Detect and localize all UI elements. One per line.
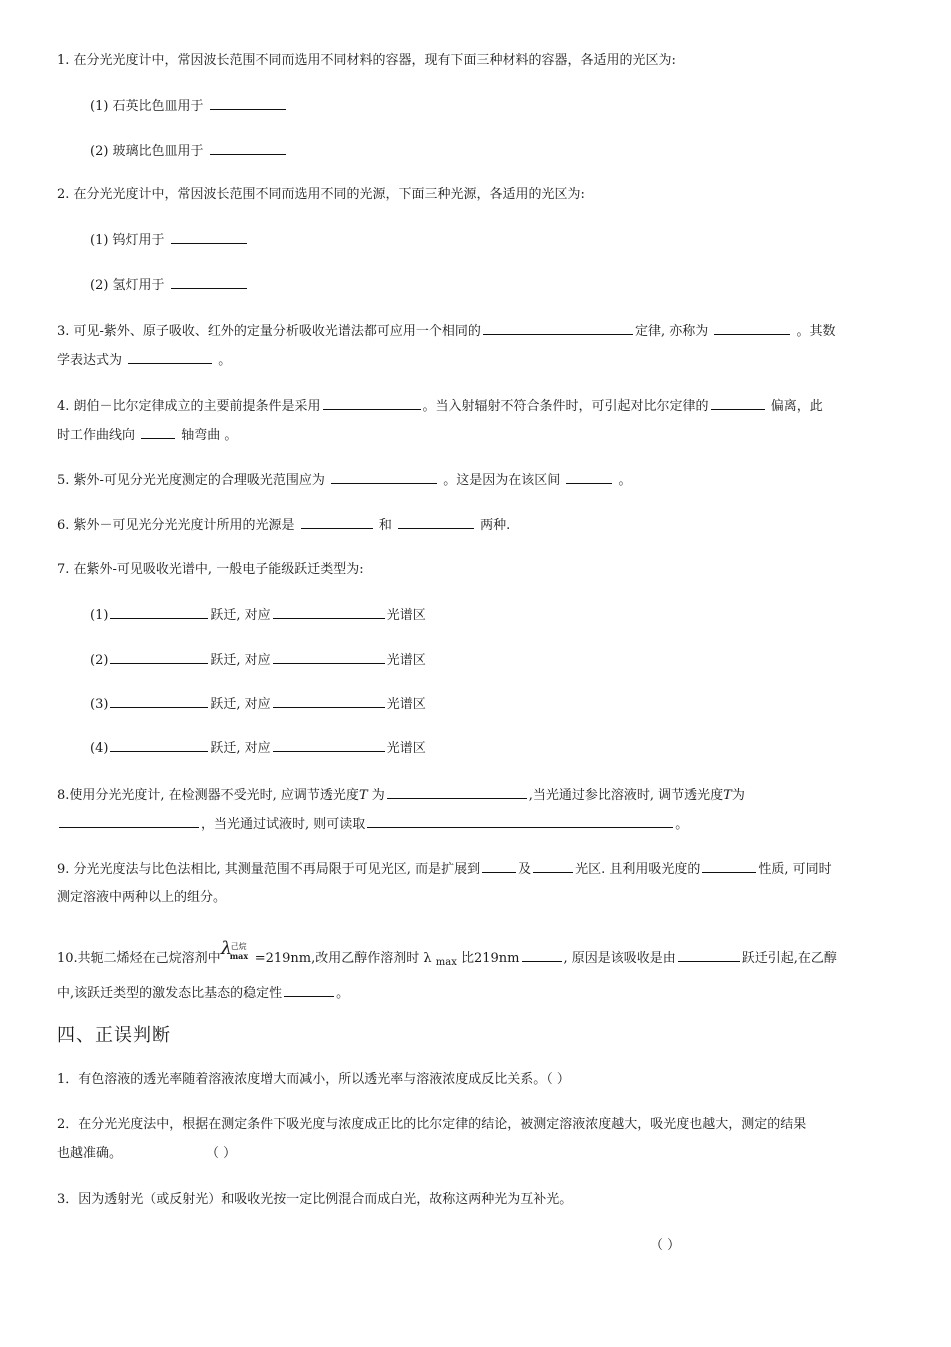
blank [59,815,199,828]
blank [284,984,334,997]
lambda-max-symbol: λ 己烷 max [220,938,249,961]
blank [110,695,208,708]
blank [387,786,527,799]
blank [533,860,573,873]
question-7: 7. 在紫外-可见吸收光谱中, 一般电子能级跃迁类型为: [57,562,364,577]
blank [398,516,474,529]
question-10-cont: 中,该跃迁类型的激发态比基态的稳定性 。 [57,986,350,1001]
blank [678,949,740,962]
blank [273,651,385,664]
question-3: 3. 可见-紫外、原子吸收、红外的定量分析吸收光谱法都可应用一个相同的 定律, 亦称为 。其数 [57,324,836,339]
question-1: 1. 在分光光度计中，常因波长范围不同而选用不同材料的容器，现有下面三种材料的容器，各适用的光区为: [57,53,676,68]
tf-question-2: 2．在分光光度法中，根据在测定条件下吸光度与浓度成正比的比尔定律的结论，被测定溶液浓度越大，吸光度也越大，测定的结果 [57,1117,807,1132]
blank [367,815,673,828]
blank [522,949,562,962]
question-4: 4. 朗伯－比尔定律成立的主要前提条件是采用 。当入射辐射不符合条件时，可引起对比尔定律的 偏离，此 [57,399,823,414]
question-3-cont: 学表达式为 。 [57,353,232,368]
blank [714,322,790,335]
question-8: 8.使用分光光度计, 在检测器不受光时, 应调节透光度T 为 ,当光通过参比溶液时, 调节透光度T为 [57,788,745,803]
blank [711,397,765,410]
question-1-a: (1) 石英比色皿用于 [90,97,288,116]
question-10: 10.共轭二烯烃在己烷溶剂中 λ 己烷 max =219nm,改用乙醇作溶剂时 λ $_{max}$ 比219nm , 原因是该吸收是由 跃迁引起,在乙醇 [57,938,837,968]
question-2: 2. 在分光光度计中，常因波长范围不同而选用不同的光源，下面三种光源，各适用的光区为: [57,187,585,202]
blank [301,516,373,529]
tf-question-3-parens: （ ） [650,1238,681,1253]
question-7-item: (2) 跃迁, 对应 光谱区 [90,653,426,668]
blank [273,739,385,752]
question-8-cont: ，当光通过试液时, 则可读取 。 [57,815,688,834]
question-7-item: (4) 跃迁, 对应 光谱区 [90,741,426,756]
question-5: 5. 紫外-可见分光光度测定的合理吸光范围应为 。这是因为在该区间 。 [57,473,632,488]
blank [273,695,385,708]
blank [110,651,208,664]
question-1-b: (2) 玻璃比色皿用于 [90,142,288,161]
question-7-item: (1) 跃迁, 对应 光谱区 [90,608,426,623]
blank [141,426,175,439]
blank [171,276,247,289]
tf-question-1: 1．有色溶液的透光率随着溶液浓度增大而减小，所以透光率与溶液浓度成反比关系。（ ） [57,1072,570,1087]
blank [110,739,208,752]
blank [128,351,212,364]
blank [273,606,385,619]
blank [702,860,756,873]
blank [323,397,421,410]
tf-question-3: 3．因为透射光（或反射光）和吸收光按一定比例混合而成白光，故称这两种光为互补光。 [57,1192,573,1207]
blank [210,97,286,110]
blank [210,142,286,155]
question-4-cont: 时工作曲线向 轴弯曲 。 [57,428,238,443]
question-7-item: (3) 跃迁, 对应 光谱区 [90,697,426,712]
question-6: 6. 紫外－可见光分光光度计所用的光源是 和 两种. [57,518,511,533]
question-9: 9. 分光光度法与比色法相比, 其测量范围不再局限于可见光区, 而是扩展到 及 光区. 且利用吸光度的 性质, 可同时 [57,862,832,877]
question-2-b: (2) 氢灯用于 [90,276,249,295]
tf-question-2-cont: 也越准确。 （ ） [57,1146,237,1161]
section-heading: 四、正误判断 [57,1025,171,1046]
question-9-cont: 测定溶液中两种以上的组分。 [57,890,227,905]
blank [483,322,633,335]
blank [110,606,208,619]
blank [482,860,516,873]
blank [171,231,247,244]
question-2-a: (1) 钨灯用于 [90,231,249,250]
blank [331,471,437,484]
blank [566,471,612,484]
